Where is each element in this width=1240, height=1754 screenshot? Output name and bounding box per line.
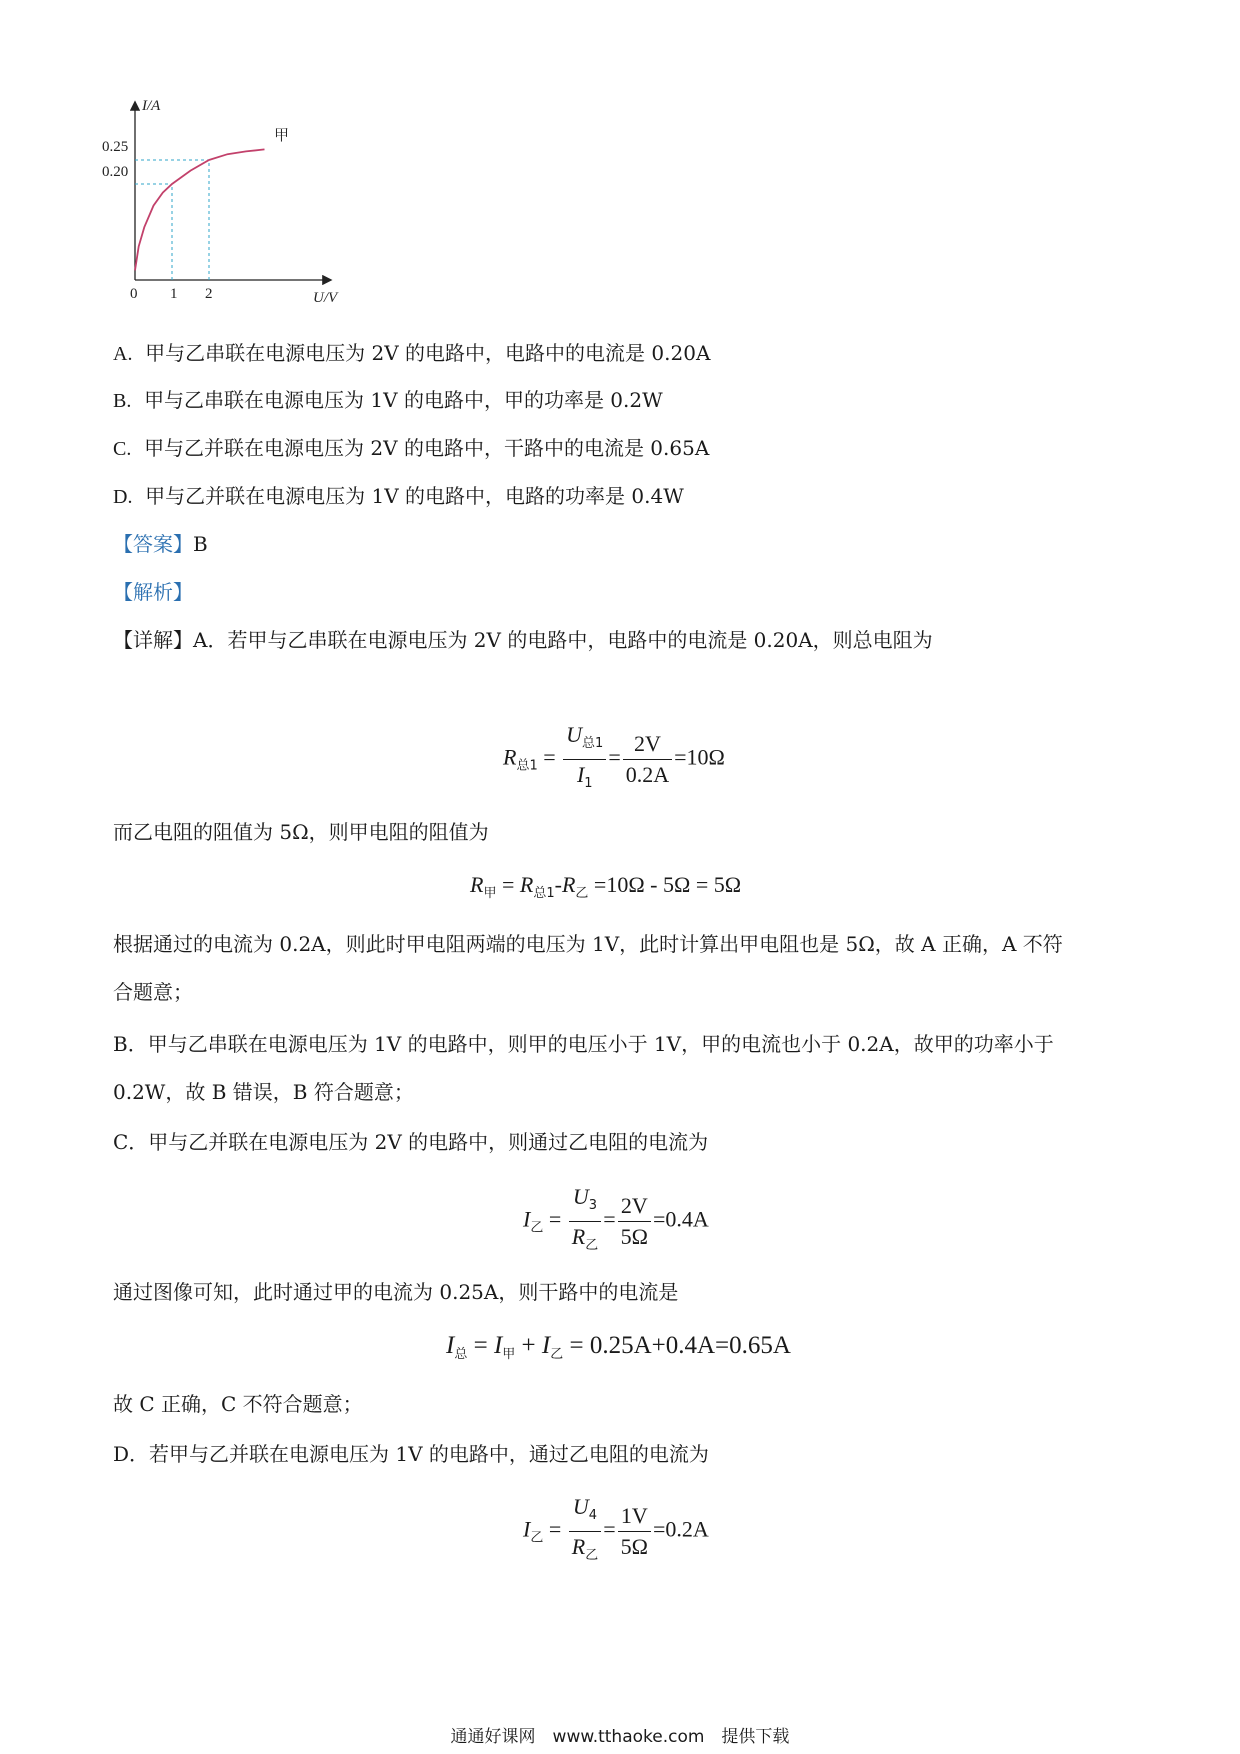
eq3-den2: 5Ω xyxy=(620,1224,649,1249)
eq3-lhs-sub: 乙 xyxy=(530,1220,544,1236)
eq4-var2: I xyxy=(493,1332,503,1359)
detail-p6 xyxy=(113,1278,678,1306)
eq2-var3: R xyxy=(561,872,576,897)
detail-label: 【详解】 xyxy=(113,628,193,652)
eq1-frac-1 xyxy=(563,722,606,797)
answer-label: 【答案】 xyxy=(113,532,193,556)
option-a-letter: A. xyxy=(113,343,133,365)
detail-p3 xyxy=(113,930,1063,958)
y-tick-label-025: 0.25 xyxy=(102,139,129,155)
eq4-sub2: 甲 xyxy=(502,1347,516,1362)
eq1-num-sub: 总1 xyxy=(582,736,604,751)
equation-4: $I_总 = I_甲 + I_乙 = 0.25A+0.4A=0.65A$ xyxy=(446,1332,791,1362)
eq5-frac-2 xyxy=(618,1503,651,1560)
eq4-var3: I xyxy=(541,1332,551,1359)
option-b-letter: B. xyxy=(113,390,132,412)
iu-graph-svg xyxy=(100,95,360,310)
iu-graph xyxy=(100,95,360,310)
detail-p4 xyxy=(113,1030,1054,1058)
y-axis-label: I/A xyxy=(142,98,161,114)
footer: 通通好课网 www.tthaoke.com 提供下载 xyxy=(450,1727,790,1747)
detail-p2 xyxy=(113,818,489,846)
eq1-den2: 0.2A xyxy=(625,762,670,787)
eq2-sub1: 甲 xyxy=(483,886,497,901)
eq1-den-sub: 1 xyxy=(584,776,593,791)
option-a-text: 甲与乙串联在电源电压为 2V 的电路中，电路中的电流是 0.20A xyxy=(145,341,711,365)
x-tick-label-1: 1 xyxy=(170,286,178,302)
eq2-sub2: 总1 xyxy=(533,886,555,901)
equation-3: $I_乙$ = $\frac{U_3}{R_乙}$ = $\frac{2V}{5\Omega}$ =0.4A xyxy=(523,1184,709,1259)
eq2-var1: R xyxy=(470,872,484,897)
detail-p3b xyxy=(113,978,193,1006)
option-c xyxy=(113,434,709,463)
detail-p1-text: A．若甲与乙串联在电源电压为 2V 的电路中，电路中的电流是 0.20A，则总电阻为 xyxy=(193,628,933,652)
eq3-den-var: R xyxy=(571,1224,586,1249)
eq1-lhs-sub: 总1 xyxy=(516,758,538,774)
detail-p8-text: D．若甲与乙并联在电源电压为 1V 的电路中，通过乙电阻的电流为 xyxy=(113,1442,709,1466)
eq1-frac-2 xyxy=(623,731,672,788)
eq1-result: =10Ω xyxy=(674,744,725,770)
equation-1: $R_{总1}$ = $\frac{U_{总1}}{I_1}$ = $\frac{2V}{0.2A}$ =10Ω xyxy=(503,722,725,797)
option-d-letter: D. xyxy=(113,486,133,508)
eq5-den-sub: 乙 xyxy=(585,1548,599,1563)
eq5-frac-1 xyxy=(569,1494,601,1569)
eq5-num2: 1V xyxy=(618,1503,651,1532)
detail-p4b xyxy=(113,1078,414,1106)
answer-value: B xyxy=(193,532,208,556)
detail-p7-text: 故 C 正确，C 不符合题意； xyxy=(113,1392,363,1416)
eq4-var1: I xyxy=(446,1332,455,1359)
detail-p5-text: C．甲与乙并联在电源电压为 2V 的电路中，则通过乙电阻的电流为 xyxy=(113,1130,709,1154)
detail-p4b-text: 0.2W，故 B 错误，B 符合题意； xyxy=(113,1080,414,1104)
eq5-result: =0.2A xyxy=(653,1516,709,1542)
eq2-result: =10Ω - 5Ω = 5Ω xyxy=(593,872,742,897)
eq2-var2: R xyxy=(519,872,534,897)
option-a xyxy=(113,339,710,368)
eq3-num-var: U xyxy=(572,1184,589,1209)
detail-p2-text: 而乙电阻的阻值为 5Ω，则甲电阻的阻值为 xyxy=(113,820,489,844)
option-b-text: 甲与乙串联在电源电压为 1V 的电路中，甲的功率是 0.2W xyxy=(144,388,663,412)
eq5-num-var: U xyxy=(572,1494,589,1519)
analysis-label-text: 【解析】 xyxy=(113,580,193,604)
eq3-num2: 2V xyxy=(618,1193,651,1222)
eq1-num2: 2V xyxy=(623,731,672,760)
option-d xyxy=(113,482,684,511)
x-axis-label: U/V xyxy=(313,290,338,306)
y-tick-label-020: 0.20 xyxy=(102,164,129,180)
option-c-text: 甲与乙并联在电源电压为 2V 的电路中，干路中的电流是 0.65A xyxy=(144,436,710,460)
detail-p7 xyxy=(113,1390,363,1418)
option-d-text: 甲与乙并联在电源电压为 1V 的电路中，电路的功率是 0.4W xyxy=(145,484,684,508)
detail-p3b-text: 合题意； xyxy=(113,980,193,1004)
eq4-sub3: 乙 xyxy=(550,1347,564,1362)
eq5-den2: 5Ω xyxy=(620,1534,649,1559)
x-tick-label-2: 2 xyxy=(205,286,213,302)
option-c-letter: C. xyxy=(113,438,132,460)
eq5-den-var: R xyxy=(571,1534,586,1559)
eq5-lhs: I xyxy=(523,1516,531,1542)
detail-p6-text: 通过图像可知，此时通过甲的电流为 0.25A，则干路中的电流是 xyxy=(113,1280,679,1304)
equation-5: $I_乙$ = $\frac{U_4}{R_乙}$ = $\frac{1V}{5\Omega}$ =0.2A xyxy=(523,1494,709,1569)
option-b xyxy=(113,386,663,415)
eq4-result: = 0.25A+0.4A=0.65A xyxy=(569,1332,791,1359)
eq3-den-sub: 乙 xyxy=(585,1238,599,1253)
curve-label: 甲 xyxy=(274,128,290,144)
curve-jia xyxy=(135,149,265,270)
eq3-frac-1 xyxy=(569,1184,601,1259)
eq5-num-sub: 4 xyxy=(588,1508,598,1523)
eq2-sub3: 乙 xyxy=(575,886,589,901)
analysis-label xyxy=(113,578,193,606)
eq1-num-var: U xyxy=(566,722,583,747)
answer-line xyxy=(113,530,208,558)
detail-p8 xyxy=(113,1440,709,1468)
eq3-num-sub: 3 xyxy=(588,1198,598,1213)
eq3-lhs: I xyxy=(523,1206,531,1232)
detail-p1 xyxy=(113,626,933,654)
eq5-lhs-sub: 乙 xyxy=(530,1530,544,1546)
detail-p4-text: B．甲与乙串联在电源电压为 1V 的电路中，则甲的电压小于 1V，甲的电流也小于 0.2A，故甲的功率小于 xyxy=(113,1032,1054,1056)
eq1-den-var: I xyxy=(576,762,585,787)
eq4-sub1: 总 xyxy=(454,1347,468,1362)
detail-p5 xyxy=(113,1128,708,1156)
equation-2: $R_甲 = R_{总1}-R_乙 =10\Omega - 5\Omega = 5\Omega$ xyxy=(470,872,742,901)
eq1-lhs: R xyxy=(503,744,517,770)
eq3-frac-2 xyxy=(618,1193,651,1250)
origin-label: 0 xyxy=(130,286,138,302)
detail-p3-text: 根据通过的电流为 0.2A，则此时甲电阻两端的电压为 1V，此时计算出甲电阻也是 5Ω，故 A 正确，A 不符 xyxy=(113,932,1063,956)
eq3-result: =0.4A xyxy=(653,1206,709,1232)
